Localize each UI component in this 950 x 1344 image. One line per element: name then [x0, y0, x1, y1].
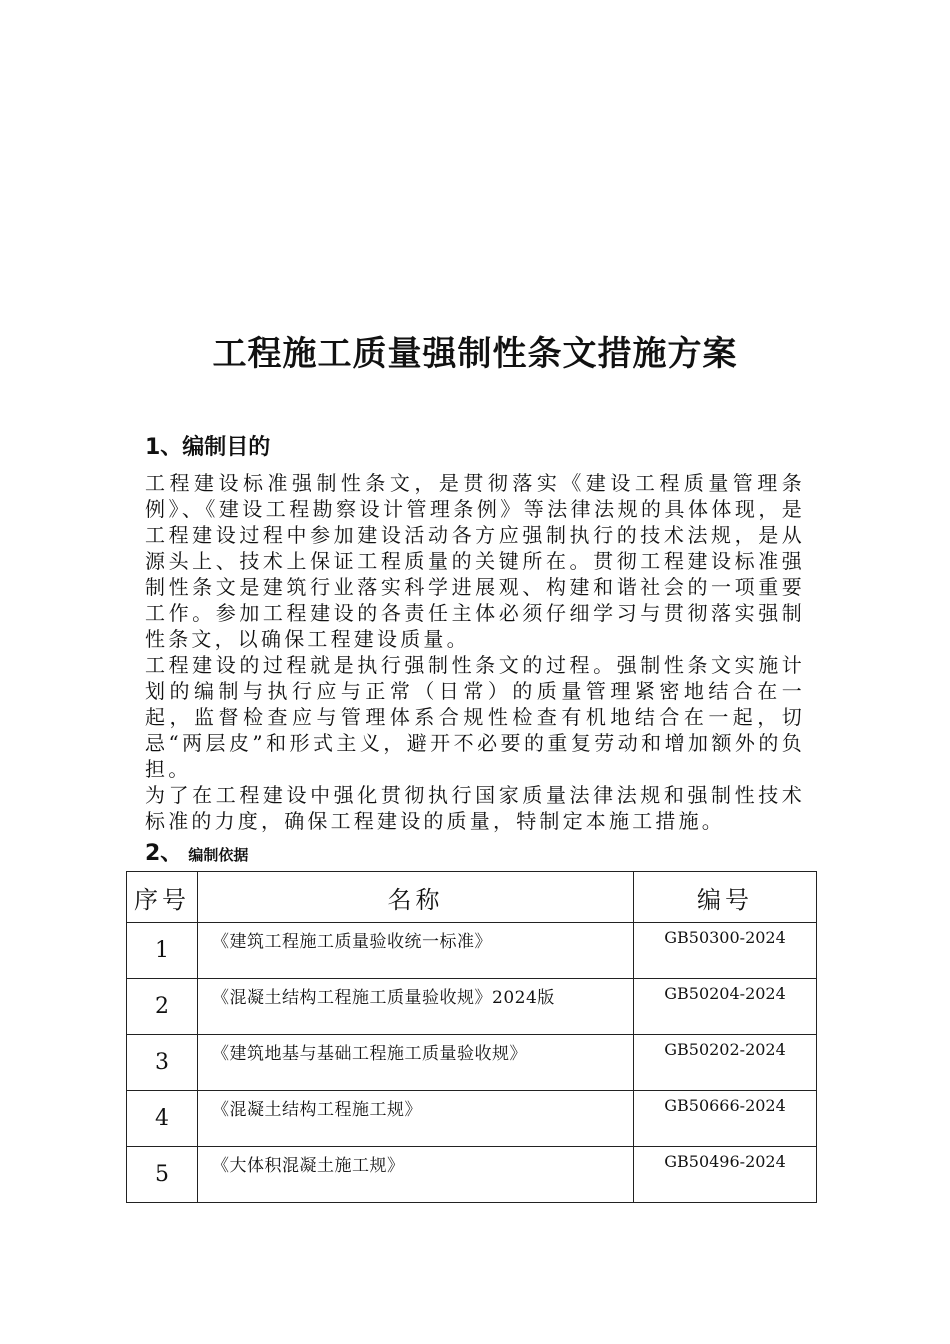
section-1-body: [145, 470, 805, 834]
row-name: 《混凝土结构工程施工质量验收规》2024版: [198, 979, 634, 1035]
column-header-name: 名称: [198, 872, 634, 923]
row-name: 《建筑工程施工质量验收统一标准》: [198, 923, 634, 979]
table-row: [127, 1035, 817, 1091]
table-row: [127, 979, 817, 1035]
section-2-number: 2、: [145, 841, 183, 866]
row-index: 2: [127, 979, 198, 1035]
row-index: 4: [127, 1091, 198, 1147]
column-header-code: 编号: [634, 872, 817, 923]
row-name: 《建筑地基与基础工程施工质量验收规》: [198, 1035, 634, 1091]
row-index: 3: [127, 1035, 198, 1091]
section-1-heading: 1、编制目的: [145, 435, 271, 460]
document-title: 工程施工质量强制性条文措施方案: [212, 334, 738, 374]
table-row: [127, 1147, 817, 1203]
paragraph: 为了在工程建设中强化贯彻执行国家质量法律法规和强制性技术标准的力度，确保工程建设的质量，特制定本施工措施。: [145, 783, 805, 833]
table-row: [127, 923, 817, 979]
row-code: GB50204-2024: [634, 979, 817, 1035]
row-code: GB50202-2024: [634, 1035, 817, 1091]
row-name: 《混凝土结构工程施工规》: [198, 1091, 634, 1147]
row-name: 《大体积混凝土施工规》: [198, 1147, 634, 1203]
table-row: [127, 1091, 817, 1147]
column-header-index: 序号: [127, 872, 198, 923]
section-2-title: 编制依据: [188, 846, 249, 864]
row-index: 5: [127, 1147, 198, 1203]
table-header-row: [127, 872, 817, 923]
paragraph: 工程建设的过程就是执行强制性条文的过程。强制性条文实施计划的编制与执行应与正常（日常）的质量管理紧密地结合在一起，监督检查应与管理体系合规性检查有机地结合在一起，切忌“两层皮”和形式主义，避开不必要的重复劳动和增加额外的负担。: [145, 653, 805, 781]
row-code: GB50300-2024: [634, 923, 817, 979]
row-code: GB50666-2024: [634, 1091, 817, 1147]
paragraph: 工程建设标准强制性条文，是贯彻落实《建设工程质量管理条例》、《建设工程勘察设计管理条例》等法律法规的具体体现，是工程建设过程中参加建设活动各方应强制执行的技术法规，是从源头上、技术上保证工程质量的关键所在。贯彻工程建设标准强制性条文是建筑行业落实科学进展观、构建和谐社会的一项重要工作。参加工程建设的各责任主体必须仔细学习与贯彻落实强制性条文，以确保工程建设质量。: [145, 471, 805, 651]
section-2-heading: [145, 836, 248, 867]
row-code: GB50496-2024: [634, 1147, 817, 1203]
standards-table: [126, 871, 817, 1203]
row-index: 1: [127, 923, 198, 979]
